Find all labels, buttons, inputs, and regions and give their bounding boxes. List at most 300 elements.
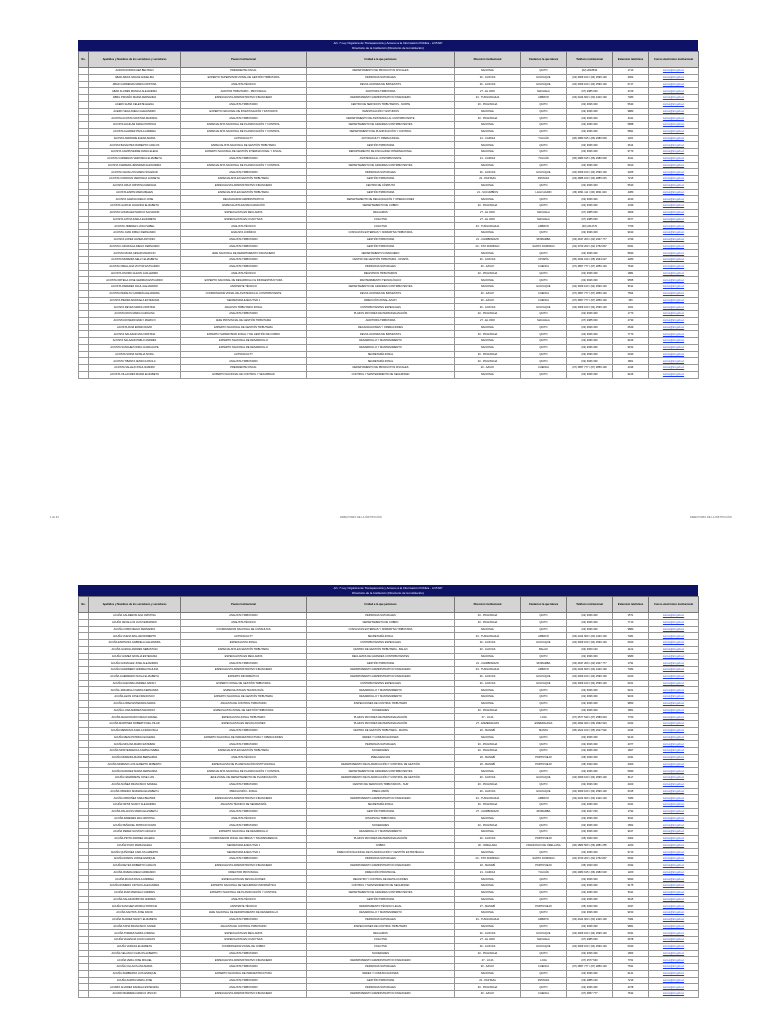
cell-phone: (02) 3936 300	[567, 815, 613, 822]
cell-phone: (02) 3936 300	[567, 182, 613, 189]
cell-phone: (02) 3936 300	[567, 802, 613, 809]
email-link[interactable]: correo@sri.gob.ec	[649, 88, 699, 95]
cell-city: MACHALA	[521, 88, 567, 95]
cell-address: 23 - TUNGURAHUA	[455, 95, 521, 102]
cell-position: PRESIDENTE FISCAL	[181, 68, 307, 75]
cell-name: ACUÑA JARAMILLO MARIA FERNANDA	[89, 687, 181, 694]
cell-phone: (02) 3936 300	[567, 700, 613, 707]
email-link[interactable]: correo@sri.gob.ec	[649, 236, 699, 243]
cell-number	[79, 640, 89, 647]
banner-title: Art. 7 Ley Orgánica de Transparencia y Acceso a la Información Pública - LOTAIP	[333, 586, 443, 590]
email-link[interactable]: correo@sri.gob.ec	[649, 284, 699, 291]
email-link[interactable]: correo@sri.gob.ec	[649, 667, 699, 674]
cell-city: QUITO	[521, 626, 567, 633]
email-link[interactable]: correo@sri.gob.ec	[649, 896, 699, 903]
cell-address: NACIONAL	[455, 162, 521, 169]
email-link[interactable]: correo@sri.gob.ec	[649, 626, 699, 633]
cell-phone: (02) 3936 300	[567, 829, 613, 836]
cell-name: ACOSTA REYES MARIA CRISTINA	[89, 304, 181, 311]
cell-position: ESPECIALISTA EN GESTIÓN TRIBUTARIA	[181, 189, 307, 196]
cell-address: NACIONAL	[455, 876, 521, 883]
cell-address: 20 - AZUAY	[455, 263, 521, 270]
email-link[interactable]: correo@sri.gob.ec	[649, 916, 699, 923]
cell-number	[79, 970, 89, 977]
table-row	[79, 646, 699, 653]
cell-address: 20 - MANABÍ	[455, 754, 521, 761]
email-link[interactable]: correo@sri.gob.ec	[649, 930, 699, 937]
cell-unit: CONTROL Y MANTENIMIENTO DE SEGURIDAD	[307, 371, 455, 378]
cell-unit: DEPARTAMENTO DE FISCALIDAD INTERNACIONAL	[307, 149, 455, 156]
email-link[interactable]: correo@sri.gob.ec	[649, 795, 699, 802]
cell-position: ANALISTA TÉCNICO	[181, 81, 307, 88]
cell-address: 27 - LOJA	[455, 714, 521, 721]
email-link[interactable]: correo@sri.gob.ec	[649, 849, 699, 856]
email-link[interactable]: correo@sri.gob.ec	[649, 74, 699, 81]
cell-phone: (02) 3936 300	[567, 950, 613, 957]
cell-unit: RECAUDACIONES Y OPERACIONES	[307, 324, 455, 331]
cell-position: ESPECIALISTA NACIONAL DE PLANIFICACIÓN Y CONTROL	[181, 768, 307, 775]
cell-number	[79, 822, 89, 829]
email-link[interactable]: correo@sri.gob.ec	[649, 869, 699, 876]
email-link[interactable]: correo@sri.gob.ec	[649, 613, 699, 620]
cell-unit: DEPARTAMENTO DE GRANDES CONTRIBUYENTES	[307, 284, 455, 291]
cell-unit: DEPARTAMENTO ADMINISTRATIVO FINANCIERO	[307, 95, 455, 102]
cell-city: AMBATO	[521, 95, 567, 102]
email-link[interactable]: correo@sri.gob.ec	[649, 169, 699, 176]
email-link[interactable]: correo@sri.gob.ec	[649, 842, 699, 849]
column-header-phone: Teléfono institucional	[567, 52, 613, 68]
cell-unit: CENTRO DE GESTIÓN TRIBUTARIA - MANTA	[307, 727, 455, 734]
cell-unit: DEPARTAMENTO DE ASISTENCIA AL CONTRIBUYENTE	[307, 115, 455, 122]
email-link[interactable]: correo@sri.gob.ec	[649, 68, 699, 75]
cell-number	[79, 795, 89, 802]
email-link[interactable]: correo@sri.gob.ec	[649, 700, 699, 707]
cell-position: ESPECIALISTA EN RECLAMOS	[181, 653, 307, 660]
email-link[interactable]: correo@sri.gob.ec	[649, 155, 699, 162]
cell-number	[79, 196, 89, 203]
cell-name: ACOSTA GARCIA JOHANNA ELIZABETH	[89, 203, 181, 210]
cell-phone: (07) 2985 000	[567, 209, 613, 216]
cell-extension: 9152	[613, 344, 649, 351]
cell-city: CUENCA	[521, 365, 567, 372]
email-link[interactable]: correo@sri.gob.ec	[649, 263, 699, 270]
email-link[interactable]: correo@sri.gob.ec	[649, 108, 699, 115]
cell-name: ACUÑA MALDONADO DIEGO RAFAEL	[89, 714, 181, 721]
email-link[interactable]: correo@sri.gob.ec	[649, 788, 699, 795]
cell-position: ANALISTA TÉCNICO	[181, 619, 307, 626]
cell-extension: 6322	[613, 721, 649, 728]
email-link[interactable]: correo@sri.gob.ec	[649, 243, 699, 250]
cell-address: 21 - CARCHI	[455, 155, 521, 162]
cell-name: ACOSTA RIOS MARIA CAROLINA	[89, 311, 181, 318]
cell-address: 20 - GUAYAS	[455, 74, 521, 81]
email-link[interactable]: correo@sri.gob.ec	[649, 808, 699, 815]
cell-city: MACHALA	[521, 209, 567, 216]
email-link[interactable]: correo@sri.gob.ec	[649, 923, 699, 930]
cell-unit: SOCIEDADES	[307, 748, 455, 755]
email-link[interactable]: correo@sri.gob.ec	[649, 862, 699, 869]
table-row	[79, 673, 699, 680]
cell-unit: DESARROLLO Y MANTENIMIENTO	[307, 687, 455, 694]
cell-unit: RECLAMOS	[307, 930, 455, 937]
cell-position: ESPECIALISTA EN GESTIÓN TRIBUTARIA	[181, 748, 307, 755]
email-link[interactable]: correo@sri.gob.ec	[649, 371, 699, 378]
cell-position: EXPERTO SUPERVISOR ZONAL DE GESTIÓN TRIBUTARIA	[181, 74, 307, 81]
table-row	[79, 203, 699, 210]
cell-city: AMBATO	[521, 223, 567, 230]
table-row	[79, 250, 699, 257]
cell-phone: (02) 3936 300	[567, 849, 613, 856]
cell-position: ESPECIALISTA ZONAL TRIBUTARIO	[181, 714, 307, 721]
cell-extension: 9140	[613, 734, 649, 741]
table-row	[79, 700, 699, 707]
cell-number	[79, 876, 89, 883]
cell-address: 20 - PICHINCHA	[455, 270, 521, 277]
email-link[interactable]: correo@sri.gob.ec	[649, 653, 699, 660]
email-link[interactable]: correo@sri.gob.ec	[649, 991, 699, 998]
table-row	[79, 344, 699, 351]
email-link[interactable]: correo@sri.gob.ec	[649, 754, 699, 761]
cell-phone: (02) 3936 300	[567, 122, 613, 129]
cell-phone: (02) 3936 300	[567, 889, 613, 896]
cell-city: GUAYAQUIL	[521, 673, 567, 680]
cell-unit: GESTIÓN TRIBUTARIA	[307, 142, 455, 149]
cell-position: ANALISTA TÉCNICO	[181, 896, 307, 903]
email-link[interactable]: correo@sri.gob.ec	[649, 694, 699, 701]
table-row	[79, 768, 699, 775]
email-link[interactable]: correo@sri.gob.ec	[649, 889, 699, 896]
cell-address: 20 - PICHINCHA	[455, 311, 521, 318]
email-link[interactable]: correo@sri.gob.ec	[649, 741, 699, 748]
email-link[interactable]: correo@sri.gob.ec	[649, 311, 699, 318]
table-row	[79, 943, 699, 950]
cell-address: 27 - CHIMBORAZO	[455, 808, 521, 815]
cell-address: 20 - PICHINCHA	[455, 802, 521, 809]
cell-extension: 1863	[613, 950, 649, 957]
email-link[interactable]: correo@sri.gob.ec	[649, 149, 699, 156]
email-link[interactable]: correo@sri.gob.ec	[649, 950, 699, 957]
table-row	[79, 970, 699, 977]
cell-number	[79, 883, 89, 890]
cell-name: ACUÑA RIVERA DIEGO ARMANDO	[89, 869, 181, 876]
email-link[interactable]: correo@sri.gob.ec	[649, 223, 699, 230]
email-link[interactable]: correo@sri.gob.ec	[649, 182, 699, 189]
cell-phone: (03) 2411770	[567, 223, 613, 230]
cell-address: 20 - PICHINCHA	[455, 707, 521, 714]
email-link[interactable]: correo@sri.gob.ec	[649, 633, 699, 640]
cell-extension: 9880	[613, 626, 649, 633]
email-link[interactable]: correo@sri.gob.ec	[649, 761, 699, 768]
cell-phone: (07) 2857 777 / (07) 2859 100	[567, 964, 613, 971]
cell-name: ACUÑA ZAPATA MARIA JOSE	[89, 977, 181, 984]
cell-position: ESPECIALISTA EN RECAUDACIÓN	[181, 203, 307, 210]
cell-extension: 1339	[613, 203, 649, 210]
email-link[interactable]: correo@sri.gob.ec	[649, 748, 699, 755]
email-link[interactable]: correo@sri.gob.ec	[649, 324, 699, 331]
directory-table	[78, 596, 699, 998]
email-link[interactable]: correo@sri.gob.ec	[649, 189, 699, 196]
email-link[interactable]: correo@sri.gob.ec	[649, 297, 699, 304]
column-header-position: Puesto Institucional	[181, 597, 307, 613]
cell-phone: (04) 3009 100 / (04) 2599 100	[567, 81, 613, 88]
cell-extension: 7760	[613, 714, 649, 721]
cell-position: ESPECIALISTA ADMINISTRATIVO FINANCIERO	[181, 95, 307, 102]
cell-position: ANALISTA TÉCNICO	[181, 270, 307, 277]
email-link[interactable]: correo@sri.gob.ec	[649, 196, 699, 203]
cell-phone: (05) 2930 300	[567, 862, 613, 869]
email-link[interactable]: correo@sri.gob.ec	[649, 721, 699, 728]
cell-address: NACIONAL	[455, 883, 521, 890]
email-link[interactable]: correo@sri.gob.ec	[649, 734, 699, 741]
email-link[interactable]: correo@sri.gob.ec	[649, 714, 699, 721]
email-link[interactable]: correo@sri.gob.ec	[649, 203, 699, 210]
footer-right-label: DIRECTORIO DE LA INSTITUCIÓN	[690, 516, 732, 519]
cell-phone: (02) 3936 300	[567, 142, 613, 149]
cell-city: QUITO	[521, 324, 567, 331]
footer-center-label: DIRECTORIO DE LA INSTITUCIÓN	[340, 516, 382, 519]
cell-name: ACOSTA CEVALLOS MARIA SOLEDAD	[89, 169, 181, 176]
cell-extension: 9166	[613, 371, 649, 378]
cell-address: NACIONAL	[455, 700, 521, 707]
email-link[interactable]: correo@sri.gob.ec	[649, 277, 699, 284]
email-link[interactable]: correo@sri.gob.ec	[649, 802, 699, 809]
email-link[interactable]: correo@sri.gob.ec	[649, 673, 699, 680]
cell-number	[79, 169, 89, 176]
cell-name: ABAD CARDENAS MARIA CRISTINA	[89, 81, 181, 88]
cell-position: ANALISTA TRIBUTARIO	[181, 856, 307, 863]
cell-phone: (03) 2885 100 / (03) 2885 015	[567, 176, 613, 183]
cell-position: ESPECIALISTA EN DEVOLUCIONES	[181, 721, 307, 728]
cell-phone: (07) 2985 000	[567, 88, 613, 95]
directory-table	[78, 51, 699, 379]
email-link[interactable]: correo@sri.gob.ec	[649, 835, 699, 842]
cell-unit: CONSULTAS EXTERNAS Y NORMATIVA TRIBUTARIA	[307, 626, 455, 633]
cell-number	[79, 81, 89, 88]
table-row	[79, 290, 699, 297]
cell-phone: (07) 2985 000	[567, 317, 613, 324]
table-row	[79, 680, 699, 687]
cell-number	[79, 230, 89, 237]
email-link[interactable]: correo@sri.gob.ec	[649, 338, 699, 345]
email-link[interactable]: correo@sri.gob.ec	[649, 964, 699, 971]
email-link[interactable]: correo@sri.gob.ec	[649, 216, 699, 223]
cell-city: QUITO	[521, 984, 567, 991]
email-link[interactable]: correo@sri.gob.ec	[649, 883, 699, 890]
email-link[interactable]: correo@sri.gob.ec	[649, 209, 699, 216]
email-link[interactable]: correo@sri.gob.ec	[649, 290, 699, 297]
cell-number	[79, 896, 89, 903]
cell-name: ACUÑA OBANDO MARIANA ELIZABETH	[89, 788, 181, 795]
table-row	[79, 727, 699, 734]
cell-unit: DESARROLLO Y MANTENIMIENTO	[307, 910, 455, 917]
email-link[interactable]: correo@sri.gob.ec	[649, 660, 699, 667]
email-link[interactable]: correo@sri.gob.ec	[649, 687, 699, 694]
cell-phone: (02) 3936 300	[567, 883, 613, 890]
email-link[interactable]: correo@sri.gob.ec	[649, 943, 699, 950]
email-link[interactable]: correo@sri.gob.ec	[649, 984, 699, 991]
email-link[interactable]: correo@sri.gob.ec	[649, 903, 699, 910]
cell-name: ACUÑA MEZA PATRICIA EUGENIA	[89, 734, 181, 741]
cell-address: NACIONAL	[455, 849, 521, 856]
email-link[interactable]: correo@sri.gob.ec	[649, 680, 699, 687]
cell-position: ASISTENTE TÉCNICO	[181, 903, 307, 910]
email-link[interactable]: correo@sri.gob.ec	[649, 640, 699, 647]
email-link[interactable]: correo@sri.gob.ec	[649, 970, 699, 977]
cell-name: ACUÑA NARVAEZ MARIA FERNANDA	[89, 768, 181, 775]
cell-position: SECRETARIA EJECUTIVA 1	[181, 849, 307, 856]
email-link[interactable]: correo@sri.gob.ec	[649, 351, 699, 358]
email-link[interactable]: correo@sri.gob.ec	[649, 81, 699, 88]
cell-city: GUAYAQUIL	[521, 943, 567, 950]
table-row	[79, 358, 699, 365]
email-link[interactable]: correo@sri.gob.ec	[649, 910, 699, 917]
cell-unit: PERSONAS NATURALES	[307, 74, 455, 81]
email-link[interactable]: correo@sri.gob.ec	[649, 101, 699, 108]
cell-position: ESPECIALISTA EN DEVOLUCIONES	[181, 876, 307, 883]
table-row	[79, 317, 699, 324]
cell-position: ESPECIALISTA ADMINISTRATIVO FINANCIERO	[181, 182, 307, 189]
cell-phone: (06) 2980 615 / (06) 2980 618	[567, 869, 613, 876]
cell-city: BALAO	[521, 646, 567, 653]
cell-number	[79, 957, 89, 964]
email-link[interactable]: correo@sri.gob.ec	[649, 775, 699, 782]
email-link[interactable]: correo@sri.gob.ec	[649, 257, 699, 264]
email-link[interactable]: correo@sri.gob.ec	[649, 135, 699, 142]
email-link[interactable]: correo@sri.gob.ec	[649, 815, 699, 822]
email-link[interactable]: correo@sri.gob.ec	[649, 142, 699, 149]
cell-address: 20 - PICHINCHA	[455, 822, 521, 829]
cell-address: NACIONAL	[455, 889, 521, 896]
email-link[interactable]: correo@sri.gob.ec	[649, 304, 699, 311]
cell-unit: COBRO	[307, 842, 455, 849]
cell-position: AUDITOR TRIBUTARIO - PROVINCIAL	[181, 88, 307, 95]
cell-address: 20 - GUAYAS	[455, 775, 521, 782]
cell-city: QUITO	[521, 115, 567, 122]
cell-extension: 5633	[613, 101, 649, 108]
cell-city: CUENCA	[521, 263, 567, 270]
email-link[interactable]: correo@sri.gob.ec	[649, 977, 699, 984]
email-link[interactable]: correo@sri.gob.ec	[649, 176, 699, 183]
banner-subtitle: Directorio de la Institución (Directorio de la institución)	[352, 591, 424, 595]
cell-number	[79, 155, 89, 162]
table-body	[79, 613, 699, 998]
cell-address: 23 - TUNGURAHUA	[455, 795, 521, 802]
email-link[interactable]: correo@sri.gob.ec	[649, 856, 699, 863]
cell-extension: 7484	[613, 916, 649, 923]
email-link[interactable]: correo@sri.gob.ec	[649, 365, 699, 372]
cell-extension: 9163	[613, 694, 649, 701]
email-link[interactable]: correo@sri.gob.ec	[649, 162, 699, 169]
email-link[interactable]: correo@sri.gob.ec	[649, 876, 699, 883]
email-link[interactable]: correo@sri.gob.ec	[649, 95, 699, 102]
email-link[interactable]: correo@sri.gob.ec	[649, 646, 699, 653]
email-link[interactable]: correo@sri.gob.ec	[649, 344, 699, 351]
email-link[interactable]: correo@sri.gob.ec	[649, 115, 699, 122]
cell-name: ACOSTA MORA CESAR MAURICIO	[89, 250, 181, 257]
cell-unit: PRECLUSIÓN	[307, 788, 455, 795]
cell-name: ACUÑA ROMERO CINTHYA ALEXANDRA	[89, 883, 181, 890]
cell-name: ACOSTA CORDOVA VERONICA JANNETH	[89, 176, 181, 183]
table-row	[79, 869, 699, 876]
table-row	[79, 896, 699, 903]
cell-name: ACUÑA ORDOÑEZ SARA BEATRIZ	[89, 795, 181, 802]
email-link[interactable]: correo@sri.gob.ec	[649, 707, 699, 714]
cell-phone: (05) 2930 300	[567, 761, 613, 768]
cell-unit: DEPARTAMENTO DE PLANIFICACIÓN Y CONTROL	[307, 128, 455, 135]
email-link[interactable]: correo@sri.gob.ec	[649, 781, 699, 788]
email-link[interactable]: correo@sri.gob.ec	[649, 822, 699, 829]
cell-name: ACUÑA PAREDES ANA CRISTINA	[89, 815, 181, 822]
cell-city: QUITO	[521, 371, 567, 378]
email-link[interactable]: correo@sri.gob.ec	[649, 768, 699, 775]
email-link[interactable]: correo@sri.gob.ec	[649, 317, 699, 324]
email-link[interactable]: correo@sri.gob.ec	[649, 250, 699, 257]
table-row	[79, 714, 699, 721]
email-link[interactable]: correo@sri.gob.ec	[649, 957, 699, 964]
cell-address: 20 - PICHINCHA	[455, 358, 521, 365]
cell-phone: (02) 3936 300	[567, 910, 613, 917]
cell-phone: (03) 2947 200 / (03) 2947 777	[567, 236, 613, 243]
email-link[interactable]: correo@sri.gob.ec	[649, 727, 699, 734]
email-link[interactable]: correo@sri.gob.ec	[649, 358, 699, 365]
cell-extension: 2002	[613, 835, 649, 842]
email-link[interactable]: correo@sri.gob.ec	[649, 230, 699, 237]
cell-extension: 9850	[613, 700, 649, 707]
table-row	[79, 101, 699, 108]
cell-position: EXPERTO NACIONAL DE DESARROLLO	[181, 344, 307, 351]
email-link[interactable]: correo@sri.gob.ec	[649, 619, 699, 626]
table-row	[79, 142, 699, 149]
email-link[interactable]: correo@sri.gob.ec	[649, 937, 699, 944]
cell-position: ANALISTA TÉCNICO	[181, 223, 307, 230]
cell-name: ACOSTA ESPIN MARIA BELEN	[89, 189, 181, 196]
email-link[interactable]: correo@sri.gob.ec	[649, 270, 699, 277]
cell-unit: DEVOLUCIONES DE IMPUESTOS	[307, 331, 455, 338]
email-link[interactable]: correo@sri.gob.ec	[649, 128, 699, 135]
cell-unit: SECRETARÍA ZONAL	[307, 351, 455, 358]
cell-name: ACUÑA CUEVA WILLIAM ROBERTO	[89, 633, 181, 640]
cell-number	[79, 761, 89, 768]
cell-phone: (06) 2882 500 / (06) 2881 255	[567, 842, 613, 849]
email-link[interactable]: correo@sri.gob.ec	[649, 331, 699, 338]
cell-name: ACUÑA COBO DIEGO FERNANDO	[89, 626, 181, 633]
column-header-name: Apellidos y Nombres de los servidores y servidoras	[89, 52, 181, 68]
table-row	[79, 243, 699, 250]
cell-address: 20 - AZUAY	[455, 290, 521, 297]
cell-position: ESPECIALISTA EN RECLAMOS	[181, 930, 307, 937]
cell-phone: (04) 3009 100 / (04) 2599 100	[567, 673, 613, 680]
cell-position: ANALISTA TRIBUTARIO	[181, 808, 307, 815]
cell-address: 27 - EL ORO	[455, 88, 521, 95]
cell-phone: (02) 3936 300	[567, 196, 613, 203]
cell-number	[79, 862, 89, 869]
cell-address: 20 - GUAYAS	[455, 943, 521, 950]
cell-city: GUAYAQUIL	[521, 284, 567, 291]
cell-unit: AUDITORIA TRIBUTARIA	[307, 317, 455, 324]
email-link[interactable]: correo@sri.gob.ec	[649, 829, 699, 836]
cell-number	[79, 950, 89, 957]
cell-unit: PLAZOS MAYORES DE PERSONALIZACIÓN	[307, 835, 455, 842]
email-link[interactable]: correo@sri.gob.ec	[649, 122, 699, 129]
cell-extension: 1021	[613, 304, 649, 311]
cell-address: 20 - PICHINCHA	[455, 741, 521, 748]
cell-unit: CENTRO DE SERVICIOS TRIBUTARIOS - SUR	[307, 781, 455, 788]
cell-extension: 9175	[613, 883, 649, 890]
cell-name: ABRIL PROAÑO MARIA FERNANDA	[89, 95, 181, 102]
cell-unit: PLAZOS MAYORES DE PERSONALIZACIÓN	[307, 714, 455, 721]
cell-address: 20 - MANABÍ	[455, 727, 521, 734]
cell-city: GUAYAQUIL	[521, 680, 567, 687]
